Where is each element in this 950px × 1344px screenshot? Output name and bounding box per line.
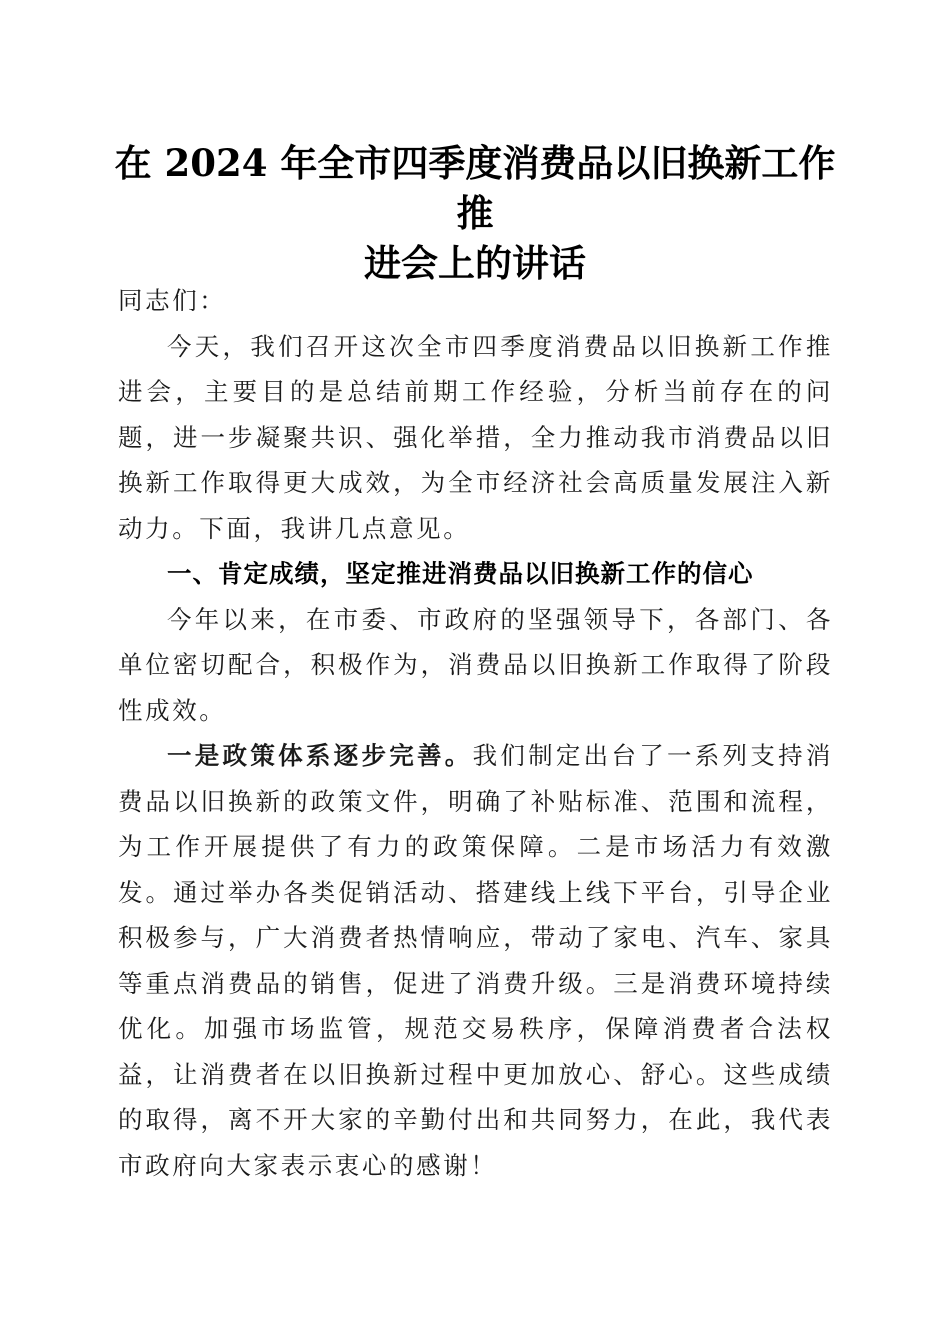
paragraph-body-text: 我们制定出台了一系列支持消费品以旧换新的政策文件，明确了补贴标准、范围和流程，为工作开展提供了有力的政策保障。二是市场活力有效激发。通过举办各类促销活动、搭建线上线下平台，引导企业积极参与，广大消费者热情响应，带动了家电、汽车、家具等重点消费品的销售，促进了消费升级。三是消费环境持续优化。加强市场监管，规范交易秩序，保障消费者合法权益，让消费者在以旧换新过程中更加放心、舒心。这些成绩的取得，离不开大家的辛勤付出和共同努力，在此，我代表市政府向大家表示衷心的感谢！	[118, 741, 833, 1180]
document-body	[118, 278, 833, 1188]
document-title	[100, 138, 850, 288]
section1-paragraph-1: 今年以来，在市委、市政府的坚强领导下，各部门、各单位密切配合，积极作为，消费品以旧换新工作取得了阶段性成效。	[118, 604, 833, 725]
section1-paragraph-2	[118, 733, 833, 1188]
section-heading-1: 一、肯定成绩，坚定推进消费品以旧换新工作的信心	[167, 559, 754, 588]
title-line-1: 在 2024 年全市四季度消费品以旧换新工作推	[114, 141, 836, 235]
title-line-2: 进会上的讲话	[364, 241, 586, 285]
paragraph-lead-phrase: 一是政策体系逐步完善。	[167, 741, 473, 770]
salutation: 同志们：	[118, 286, 227, 315]
intro-paragraph: 今天，我们召开这次全市四季度消费品以旧换新工作推进会，主要目的是总结前期工作经验，分析当前存在的问题，进一步凝聚共识、强化举措，全力推动我市消费品以旧换新工作取得更大成效，为全市经济社会高质量发展注入新动力。下面，我讲几点意见。	[118, 331, 833, 543]
